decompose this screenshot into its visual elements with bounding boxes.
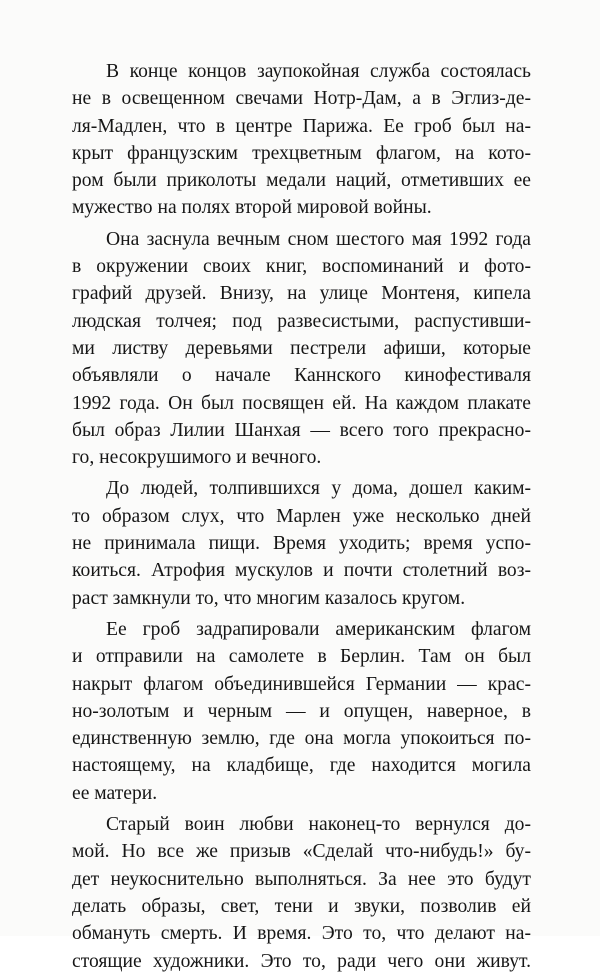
- text-line: людская толчея; под развесистыми, распустивши-: [72, 310, 531, 332]
- text-line: Ее гроб задрапировали американским флагом: [106, 618, 531, 640]
- text-line: 1992 года. Он был посвящен ей. На каждом плакате: [72, 392, 531, 414]
- text-line: то образом слух, что Марлен уже несколько дней: [72, 505, 531, 527]
- text-line: мужество на полях второй мировой войны.: [72, 197, 432, 219]
- text-line: Она заснула вечным сном шестого мая 1992 года: [106, 228, 531, 250]
- text-line: мой. Но все же призыв «Сделай что-нибудь!» бу-: [72, 841, 531, 863]
- text-line: и отправили на самолете в Берлин. Там он был: [72, 646, 531, 668]
- text-line: графий друзей. Внизу, на улице Монтеня, кипела: [72, 283, 531, 305]
- text-line: не принимала пищи. Время уходить; время успо-: [72, 533, 531, 555]
- text-line: настоящему, на кладбище, где находится могила: [72, 755, 531, 777]
- text-line: дет неукоснительно выполняться. За нее это будут: [72, 868, 531, 890]
- paragraph-4: [72, 616, 531, 807]
- text-line: крыт французским трехцветным флагом, на кото-: [72, 142, 531, 164]
- text-line: обмануть смерть. И время. Это то, что делают на-: [72, 923, 531, 945]
- text-line: коиться. Атрофия мускулов и почти столетний воз-: [72, 560, 531, 582]
- page-text: [72, 58, 531, 979]
- text-line: ми листву деревьями пестрели афиши, которые: [72, 337, 531, 359]
- text-line: ее матери.: [72, 782, 158, 804]
- text-line: го, несокрушимого и вечного.: [72, 447, 322, 469]
- text-line: единственную землю, где она могла упокоиться по-: [72, 728, 531, 750]
- text-line: делать образы, свет, тени и звуки, позволив ей: [72, 895, 531, 917]
- text-line: но-золотым и черным — и опущен, наверное, в: [72, 700, 531, 722]
- text-line: раст замкнули то, что многим казалось кругом.: [72, 587, 466, 609]
- text-line: объявляли о начале Каннского кинофестиваля: [72, 365, 531, 387]
- text-line: был образ Лилии Шанхая — всего того прекрасно-: [72, 419, 531, 441]
- text-line: ром были приколоты медали наций, отметивших ее: [72, 170, 531, 192]
- text-line: Старый воин любви наконец-то вернулся до-: [106, 814, 531, 836]
- paragraph-1: [72, 58, 531, 222]
- paragraph-5: [72, 811, 531, 975]
- text-line: не в освещенном свечами Нотр-Дам, а в Эглиз-де-: [72, 88, 531, 110]
- text-line: стоящие художники. Это то, ради чего они живут.: [72, 950, 531, 972]
- paragraph-3: [72, 475, 531, 611]
- text-line: в окружении своих книг, воспоминаний и фото-: [72, 256, 531, 278]
- text-line: В конце концов заупокойная служба состоялась: [106, 61, 531, 82]
- paragraph-2: [72, 226, 531, 472]
- text-line: До людей, толпившихся у дома, дошел каким-: [106, 478, 531, 500]
- text-line: ля-Мадлен, что в центре Парижа. Ее гроб был на-: [72, 115, 531, 137]
- text-line: накрыт флагом объединившейся Германии — крас-: [72, 673, 531, 695]
